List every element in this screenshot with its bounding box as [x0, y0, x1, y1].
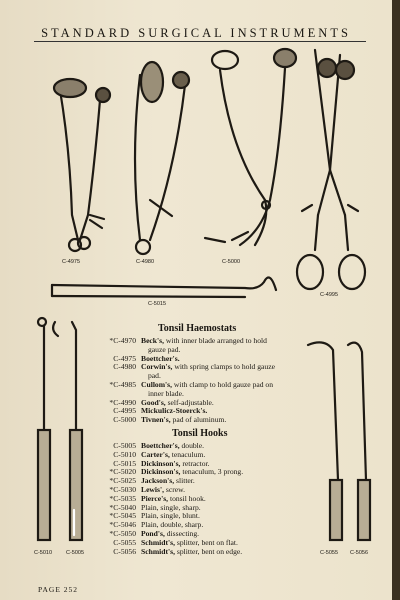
instrument-c5056-illustration: [348, 343, 370, 540]
catalog-description: [141, 416, 321, 425]
catalog-code: C-5015: [113, 458, 136, 468]
instrument-c5010-illustration: [38, 318, 50, 540]
catalog-code: *C-5045: [109, 511, 136, 521]
instrument-c4995-illustration: [297, 50, 365, 289]
catalog-code: C-5000: [113, 415, 136, 425]
catalog-code: *C-5046: [109, 520, 136, 530]
catalog-code: *C-4990: [109, 397, 136, 407]
instrument-c5005-illustration: [53, 322, 82, 540]
figure-label: C-5055: [320, 550, 339, 556]
figure-label: C-4995: [320, 292, 339, 298]
instrument-name: Mickulicz-Stoerck's.: [141, 406, 208, 416]
instrument-name: Schmidt's,: [141, 537, 175, 547]
instrument-name: Boettcher's,: [141, 441, 180, 450]
instrument-name: Dickinson's,: [141, 467, 181, 477]
instrument-detail: inner blade.: [148, 388, 184, 398]
instrument-name: Lewis',: [141, 485, 164, 494]
instrument-detail: with clamp to hold gauze pad on: [172, 380, 274, 389]
instrument-detail: splitter, bent on edge.: [174, 546, 243, 556]
instrument-name: Cullom's,: [141, 380, 173, 389]
instrument-c5000-illustration: [205, 49, 296, 245]
instrument-name: Jackson's,: [141, 476, 175, 486]
catalog-code: *C-5030: [109, 485, 136, 494]
instrument-detail: pad.: [148, 371, 161, 381]
instrument-name: Pierce's,: [141, 493, 169, 503]
instrument-detail: splitter, bent on flat.: [174, 537, 238, 547]
instrument-c4975-illustration: [54, 79, 110, 251]
instrument-c5015-illustration: [52, 278, 276, 298]
catalog-code: *C-4970: [109, 336, 136, 345]
instrument-detail: tenaculum, 3 prong.: [180, 467, 244, 477]
catalog-code: C-4980: [113, 362, 136, 372]
page-header: STANDARD SURGICAL INSTRUMENTS: [41, 26, 351, 40]
figure-label: C-4975: [62, 259, 81, 265]
instrument-name: Tivnen's,: [141, 415, 171, 425]
section-title-hooks: Tonsil Hooks: [172, 428, 228, 439]
catalog-code: *C-5020: [109, 467, 136, 477]
instrument-detail: self-adjustable.: [165, 397, 214, 407]
figure-label: C-5005: [66, 550, 85, 556]
figure-label: C-5056: [350, 550, 369, 556]
page-number: PAGE 252: [38, 585, 79, 594]
catalog-code: *C-5050: [109, 529, 136, 538]
instrument-detail: Plain, double, sharp.: [141, 520, 204, 530]
instrument-detail: pad of aluminum.: [170, 415, 227, 425]
instrument-detail: tonsil hook.: [168, 493, 206, 503]
catalog-code: C-4995: [113, 406, 136, 416]
instrument-name: Schmidt's,: [141, 546, 175, 556]
instrument-detail: Plain, single, blunt.: [141, 511, 200, 521]
figure-label: C-5000: [222, 259, 241, 265]
instrument-detail: tenaculum.: [169, 449, 206, 459]
instrument-name: Corwin's,: [141, 362, 173, 372]
catalog-code: *C-5025: [109, 476, 136, 486]
instrument-detail: slitter.: [174, 476, 195, 486]
instrument-detail: screw.: [164, 485, 186, 494]
instrument-name: Dickinson's,: [141, 458, 181, 468]
section-title-haemostats: Tonsil Haemostats: [158, 323, 237, 334]
catalog-code: *C-4985: [109, 380, 136, 389]
instrument-detail: dissecting.: [164, 529, 200, 538]
instrument-name: Good's,: [141, 397, 166, 407]
catalog-code: *C-5040: [109, 502, 136, 512]
book-spine: [392, 0, 400, 600]
instrument-detail: Plain, single, sharp.: [141, 502, 201, 512]
figure-label: C-4980: [136, 259, 155, 265]
figure-label: C-5010: [34, 550, 53, 556]
instrument-c4980-illustration: [135, 62, 189, 254]
instrument-name: Pond's,: [141, 529, 165, 538]
catalog-code: C-5005: [113, 441, 136, 450]
instrument-detail: double.: [179, 441, 205, 450]
instrument-detail: with inner blade arranged to hold: [164, 336, 267, 345]
catalog-code: C-5056: [113, 546, 136, 556]
catalog-code: *C-5035: [109, 493, 136, 503]
catalog-code: C-5010: [113, 449, 136, 459]
catalog-code: C-5055: [113, 537, 136, 547]
catalog-description: [141, 548, 321, 557]
instrument-detail: gauze pad.: [148, 344, 181, 354]
figure-label: C-5015: [148, 301, 167, 307]
instrument-detail: with spring clamps to hold gauze: [172, 362, 275, 372]
catalog-code: C-4975: [113, 353, 136, 363]
catalog-description: [141, 363, 321, 372]
instrument-name: Boettcher's.: [141, 353, 180, 363]
instrument-detail: retractor.: [180, 458, 210, 468]
instrument-name: Carter's,: [141, 449, 170, 459]
instrument-name: Beck's,: [141, 336, 164, 345]
